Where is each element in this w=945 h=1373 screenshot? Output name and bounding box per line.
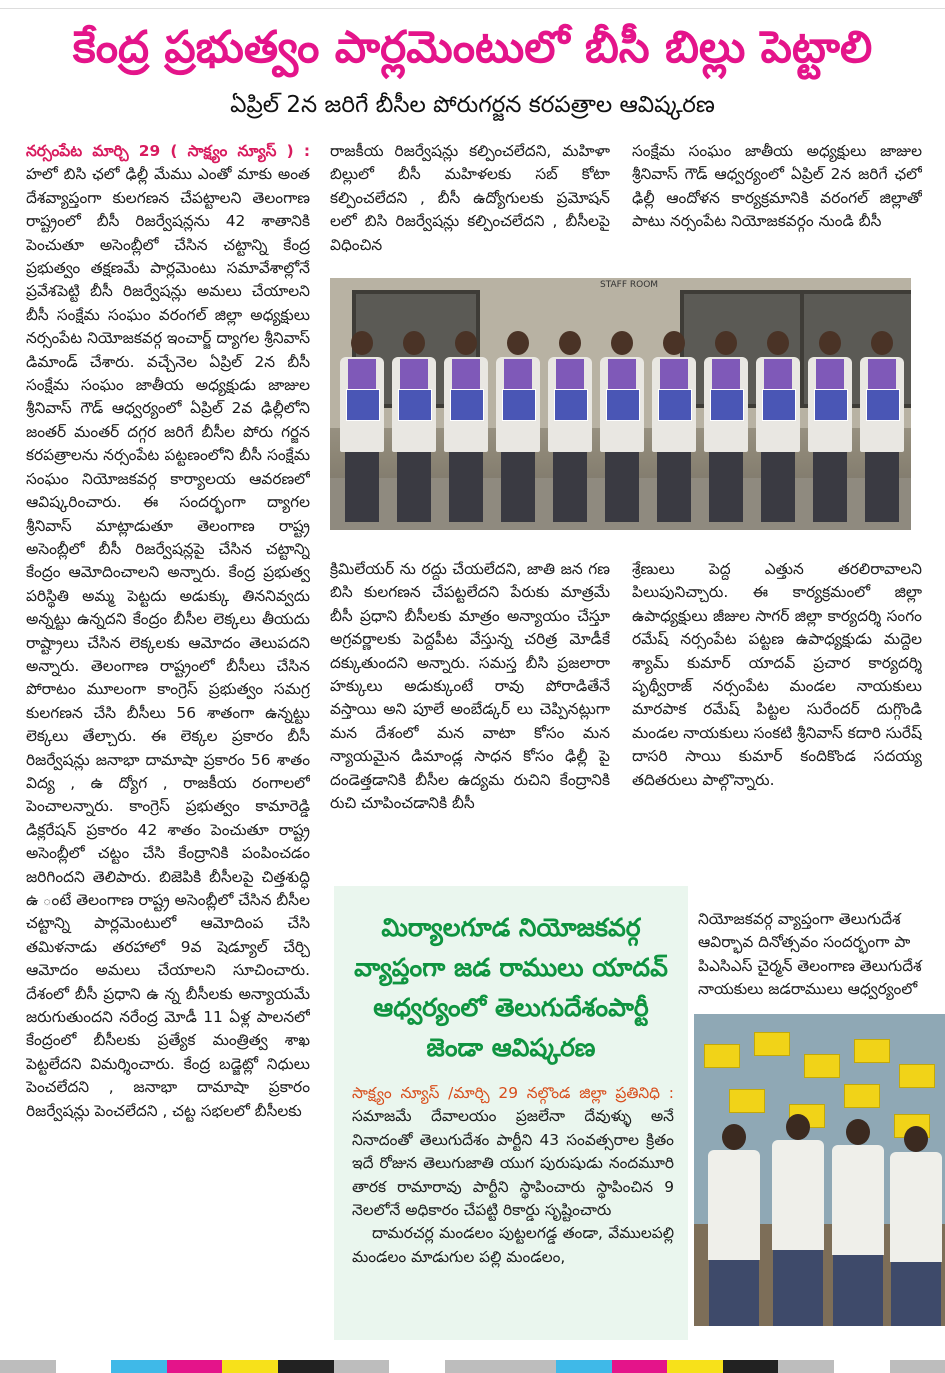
page-headline: కేంద్ర ప్రభుత్వం పార్లమెంటులో బీసీ బిల్లు పెట్టాలి	[72, 22, 873, 73]
headline-line: ఆధ్వర్యంలో తెలుగుదేశంపార్టీ	[373, 993, 649, 1022]
photo-person	[772, 1114, 824, 1326]
page-subheadline: ఏప్రిల్ 2న జరిగే బీసీల పోరుగర్జన కరపత్రాల ఆవిష్కరణ	[230, 92, 715, 118]
article-text: క్రిమిలేయర్ ను రద్దు చేయలేదని, జాతి జన గణ బిసి కులగణన చేపట్టలేదని పేరుకు మాత్రమే బీసీ ప్రధాని బీసీలకు మాత్రం అన్యాయం చేస్తూ అగ్రవర్ణాలకు పెద్దపీట వేస్తున్న చరిత్ర మోడీకే దక్కుతుందని అన్నారు. సమస్త బీసి ప్రజలారా హక్కులు అడుక్కుంటే రావు పోరాడితేనే వస్తాయి అని పూలే అంబేడ్కర్ లు చెప్పినట్లుగా మన దేశంలో మన వాటా కోసం మన న్యాయమైన డిమాండ్ల సాధన కోసం ఢిల్లీ పై దండెత్తడానికి బీసీల ఉద్యమ రుచిని కేంద్రానికి రుచి చూపించడానికి బీసీ	[330, 560, 610, 813]
article-text: శ్రేణులు పెద్ద ఎత్తున తరలిరావాలని పిలుపునిచ్చారు. ఈ కార్యక్రమంలో జిల్లా ఉపాధ్యక్షులు జీజుల సాగర్ జిల్లా కార్యదర్శి సంగం రమేష్ నర్సంపేట పట్టణ ఉపాధ్యక్షుడు మద్దెల శ్యామ్ కుమార్ యాదవ్ ప్రచార కార్యదర్శి పృథ్వీరాజ్ నర్సంపేట మండల నాయకులు మారపాక రమేష్ పిట్టల సురేందర్ దుగ్గొండి మండల నాయకులు సంకటి శ్రీనివాస్ కదారి సురేష్ దాసరి సాయి కుమార్ కందికొండ సదయ్య తదితరులు పాల్గొన్నారు.	[632, 560, 922, 789]
photo-person	[496, 331, 540, 522]
photo-person	[860, 331, 904, 522]
top-strip	[0, 0, 945, 9]
article-text: హలో బిసి ఛలో ఢిల్లీ మేము ఎంతో మాకు అంత దేశవ్యాప్తంగా కులగణన చేపట్టాలని తెలంగాణ రాష్ట్రంలో బీసీ రిజర్వేషన్లను 42 శాతానికి పెంచుతూ అసెంబ్లీలో చేసిన చట్టాన్ని కేంద్ర ప్రభుత్వం తక్షణమే పార్లమెంటు సమావేశాల్లోనే ప్రవేశపెట్టి బీసీ రిజర్వేషన్లు అమలు చేయాలని బీసీ సంక్షేమ సంఘం వరంగల్ జిల్లా అధ్యక్షులు నర్సంపేట నియోజకవర్గ ఇంచార్జ్ ద్యాగల శ్రీనివాస్ డిమాండ్ చేశారు. వచ్చేనెల ఏప్రిల్ 2న బీసీ సంక్షేమ సంఘం జాతీయ అధ్యక్షుడు జాజుల శ్రీనివాస్ గౌడ్ ఆధ్వర్యంలో ఏప్రిల్ 2వ ఢిల్లీలోని జంతర్ మంతర్ దగ్గర జరిగే బీసీల పోరు గర్జన కరపత్రాలను నర్సంపేట పట్టణంలోని బీసీ సంక్షేమ సంఘం నియోజకవర్గ కార్యాలయ ఆవరణలో ఆవిష్కరించారు. ఈ సందర్భంగా ద్యాగల శ్రీనివాస్ మాట్లాడుతూ తెలంగాణ రాష్ట్ర అసెంబ్లీలో బీసీ రిజర్వేషన్లపై చేసిన చట్టాన్ని కేంద్రం ఆమోదించాలని అన్నారు. కేంద్ర ప్రభుత్వ పరిస్థితి అమ్మ పెట్టదు అడుక్కు తిననివ్వదు అన్నట్టు ఉన్నదని కేంద్రం బీసీల లెక్కలు తీయదు రాష్ట్రాలు చేసిన లెక్కలకు ఆమోదం తెలుపదని అన్నారు. తెలంగాణ రాష్ట్రంలో బీసీలు చేసిన పోరాటం మూలంగా కాంగ్రెస్ ప్రభుత్వం సమగ్ర కులగణన చేసి బీసీలు 56 శాతంగా ఉన్నట్టు లెక్కలు తేల్చారు. ఈ లెక్కల ప్రకారం బీసీ రిజర్వేషన్లు జనాభా దామాషా ప్రకారం 56 శాతం విద్య , ఉ ద్యోగ , రాజకీయ రంగాలలో పెంచాలన్నారు. కాంగ్రెస్ ప్రభుత్వం కామారెడ్డి డిక్లరేషన్ ప్రకారం 42 శాతం పెంచుతూ రాష్ట్ర అసెంబ్లీలో చట్టం చేసి కేంద్రానికి పంపించడం జరిగిందని తెలిపారు. బిజెపికి బీసీలపై చిత్తశుద్ధి ఉ ంటే తెలంగాణ రాష్ట్ర అసెంబ్లీలో చేసిన బీసీల చట్టాన్ని పార్లమెంటులో ఆమోదింప చేసి తమిళనాడు తరహాలో 9వ షెడ్యూల్ చేర్చి ఆమోదం అమలు చేయాలని సూచించారు. దేశంలో బీసీ ప్రధాని ఉ న్న బీసీలకు అన్యాయమే జరుగుతుందని నరేంద్ర మోడీ 11 ఏళ్ల పాలనలో కేంద్రంలో బీసీలకు ప్రత్యేక మంత్రిత్వ శాఖ పెట్టలేదని విమర్శించారు. కేంద్ర బడ్జెట్లో నిధులు పెంచలేదని , జనాభా దామాషా ప్రకారం రిజర్వేషన్లు పెంచలేదని , చట్ట సభలలో బీసీలకు	[26, 165, 310, 1120]
photo-person	[444, 331, 488, 522]
tdp-article-box	[334, 886, 688, 1340]
tdp-article-body	[352, 1082, 674, 1269]
article-dateline: నర్సంపేట మార్చి 29 ( సాక్ష్యం న్యూస్ ) :	[26, 142, 310, 160]
headline-line: వ్యాప్తంగా జడ రాములు యాదవ్	[354, 953, 668, 982]
article-text-line: ఆవిర్భావ దినోత్సవం సందర్భంగా పా	[698, 933, 911, 952]
photo-person	[392, 331, 436, 522]
photo-person	[340, 331, 384, 522]
photo-bunting-flag	[844, 1084, 880, 1108]
photo-bunting-flag	[754, 1032, 790, 1056]
article-column-3-top	[632, 140, 922, 260]
article-column-2-bottom	[330, 558, 610, 868]
photo-bunting-flag	[729, 1089, 765, 1113]
article-text-line: పిఎసిఎస్ చైర్మన్ తెలంగాణ తెలుగుదేశ	[698, 956, 922, 975]
photo-person	[756, 331, 800, 522]
photo-person	[890, 1126, 942, 1326]
tdp-article-headline	[334, 908, 688, 1068]
article-column-1	[26, 140, 310, 1352]
tdp-article-side-column	[698, 908, 945, 1004]
article-text-line: నియోజకవర్గ వ్యాప్తంగా తెలుగుదేశ	[698, 910, 901, 928]
photo-person	[832, 1119, 884, 1326]
flag-hoisting-photo	[694, 1014, 945, 1326]
photo-person	[704, 331, 748, 522]
article-column-2-top	[330, 140, 610, 260]
article-text: దామరచర్ల మండలం పుట్టలగడ్డ తండా, వేములపల్లి మండలం మాడుగుల పల్లి మండలం,	[352, 1224, 674, 1266]
photo-bunting-flag	[854, 1039, 890, 1063]
photo-bunting-flag	[899, 1064, 935, 1088]
photo-sign: STAFF ROOM	[600, 280, 659, 290]
photo-bunting-flag	[704, 1044, 740, 1068]
article-text: రాజకీయ రిజర్వేషన్లు కల్పించలేదని, మహిళా బిల్లులో బీసీ మహిళలకు సబ్ కోటా కల్పించలేదని , బీసీ ఉద్యోగులకు ప్రమోషన్ లలో బిసి రిజర్వేషన్లు కల్పించలేదని , బీసీలపై విధించిన	[330, 142, 610, 254]
article-text: సంక్షేమ సంఘం జాతీయ అధ్యక్షులు జాజుల శ్రీనివాస్ గౌడ్ ఆధ్వర్యంలో ఏప్రిల్ 2న జరిగే ఛలో ఢిల్లీ ఆందోళన కార్యక్రమానికి వరంగల్ జిల్లాతో పాటు నర్సంపేట నియోజకవర్గం నుండి బీసీ	[632, 142, 922, 231]
print-color-bar	[0, 1360, 945, 1373]
headline-line: మిర్యాలగూడ నియోజకవర్గ	[381, 913, 641, 942]
photo-person	[652, 331, 696, 522]
headline-line: జెండా ఆవిష్కరణ	[426, 1033, 596, 1062]
article-column-3-bottom	[632, 558, 922, 868]
article-text-line: నాయకులు జడరాములు ఆధ్వర్యంలో	[698, 980, 918, 999]
photo-person	[808, 331, 852, 522]
photo-bunting-flag	[804, 1054, 840, 1078]
group-photo	[330, 278, 911, 530]
article-dateline: సాక్ష్యం న్యూస్ /మార్చి 29 నల్గొండ జిల్లా ప్రతినిధి :	[352, 1084, 674, 1102]
photo-person	[548, 331, 592, 522]
photo-person	[708, 1124, 760, 1326]
article-text: సమాజమే దేవాలయం ప్రజలేనా దేవుళ్ళు అనే నినాదంతో తెలుగుదేశం పార్టీని 43 సంవత్సరాల క్రితం ఇదే రోజున తెలుగుజాతి యుగ పురుషుడు నందమూరి తారక రామారావు పార్టీని స్థాపించారు స్థాపించిన 9 నెలలోనే అధికారం చేపట్టి రికార్డు సృష్టించారు	[352, 1107, 674, 1220]
photo-person	[600, 331, 644, 522]
